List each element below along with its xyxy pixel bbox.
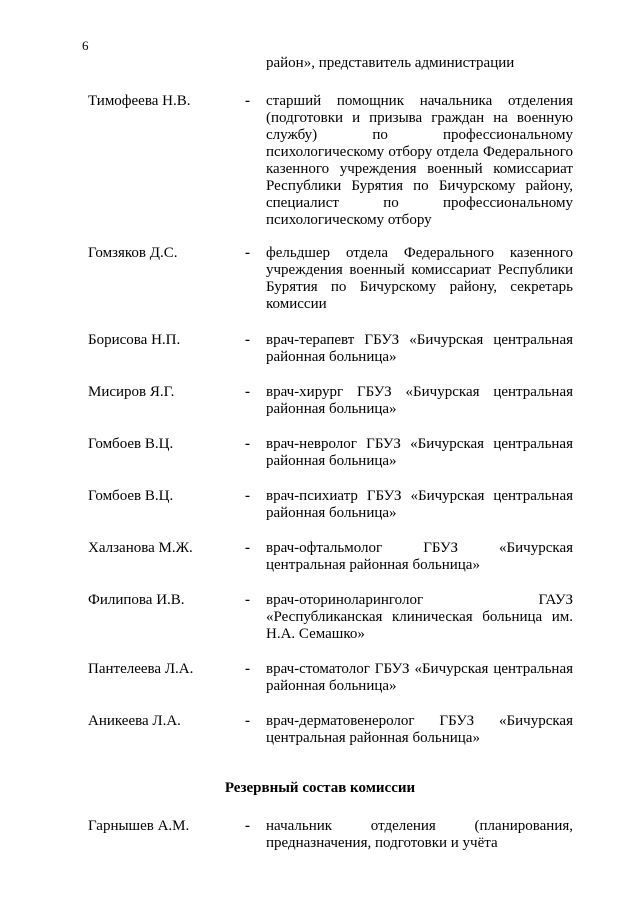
member-description: врач-терапевт ГБУЗ «Бичурская центральная районная больница» xyxy=(266,332,573,365)
member-description: старший помощник начальника отделения (подготовки и призыва граждан на военную службу) по профессиональному психологическому отбору отдела Федерального казенного учреждения военный комиссариат Республики Бурятия по Бичурскому району, специалист по профессиональному психологическому отбору xyxy=(266,93,573,228)
member-name: Гарнышев А.М. xyxy=(88,818,190,834)
member-name: Халзанова М.Ж. xyxy=(88,540,193,556)
reserve-heading: Резервный состав комиссии xyxy=(224,780,416,796)
member-dash: - xyxy=(245,818,250,834)
member-description: врач-невролог ГБУЗ «Бичурская центральная районная больница» xyxy=(266,436,573,469)
member-description: врач-стоматолог ГБУЗ «Бичурская центральная районная больница» xyxy=(266,661,573,694)
member-name: Гомзяков Д.С. xyxy=(88,245,178,261)
member-description: врач-оториноларинголог ГАУЗ «Республиканская клиническая больница им. Н.А. Семашко» xyxy=(266,592,573,642)
member-dash: - xyxy=(245,488,250,504)
member-dash: - xyxy=(245,713,250,729)
member-name: Филипова И.В. xyxy=(88,592,185,608)
member-description: врач-дерматовенеролог ГБУЗ «Бичурская центральная районная больница» xyxy=(266,713,573,746)
member-name: Гомбоев В.Ц. xyxy=(88,436,174,452)
member-name: Гомбоев В.Ц. xyxy=(88,488,174,504)
member-dash: - xyxy=(245,384,250,400)
member-description: начальник отделения (планирования, предназначения, подготовки и учёта xyxy=(266,818,573,851)
member-name: Тимофеева Н.В. xyxy=(88,93,191,109)
member-dash: - xyxy=(245,245,250,261)
member-name: Пантелеева Л.А. xyxy=(88,661,194,677)
member-name: Борисова Н.П. xyxy=(88,332,181,348)
member-dash: - xyxy=(245,540,250,556)
member-dash: - xyxy=(245,436,250,452)
continuation-text: район», представитель администрации xyxy=(266,55,515,71)
member-dash: - xyxy=(245,93,250,109)
member-dash: - xyxy=(245,332,250,348)
member-dash: - xyxy=(245,661,250,677)
member-description: фельдшер отдела Федерального казенного учреждения военный комиссариат Республики Бурятия по Бичурскому району, секретарь комиссии xyxy=(266,245,573,312)
member-description: врач-психиатр ГБУЗ «Бичурская центральная районная больница» xyxy=(266,488,573,521)
member-name: Мисиров Я.Г. xyxy=(88,384,175,400)
member-dash: - xyxy=(245,592,250,608)
member-name: Аникеева Л.А. xyxy=(88,713,181,729)
page-number: 6 xyxy=(82,38,89,53)
member-description: врач-хирург ГБУЗ «Бичурская центральная районная больница» xyxy=(266,384,573,417)
member-description: врач-офтальмолог ГБУЗ «Бичурская центральная районная больница» xyxy=(266,540,573,573)
